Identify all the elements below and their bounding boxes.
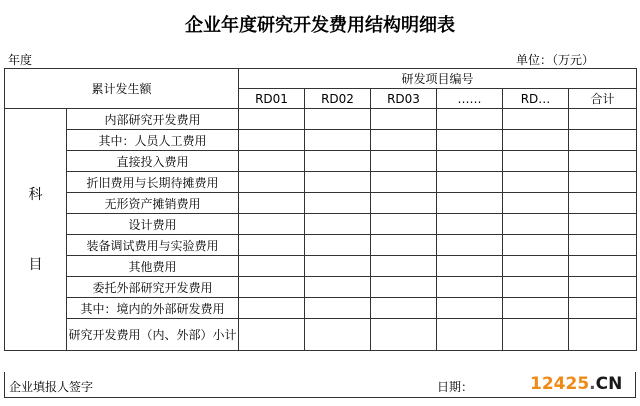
year-row <box>4 48 636 68</box>
data-cell[interactable] <box>305 193 371 214</box>
data-cell[interactable] <box>569 319 637 351</box>
data-cell[interactable] <box>569 235 637 256</box>
data-cell[interactable] <box>503 235 569 256</box>
unit-label: 单位：（万元） <box>516 53 595 67</box>
data-cell[interactable] <box>503 277 569 298</box>
data-cell[interactable] <box>239 151 305 172</box>
data-cell[interactable] <box>503 298 569 319</box>
row-label: 内部研究开发费用 <box>67 109 239 130</box>
row-label: 无形资产摊销费用 <box>67 193 239 214</box>
data-cell[interactable] <box>569 172 637 193</box>
data-cell[interactable] <box>305 151 371 172</box>
date-label: 日期： <box>437 380 474 394</box>
data-cell[interactable] <box>371 151 437 172</box>
data-cell[interactable] <box>239 256 305 277</box>
data-cell[interactable] <box>371 319 437 351</box>
data-cell[interactable] <box>569 298 637 319</box>
data-cell[interactable] <box>239 214 305 235</box>
data-cell[interactable] <box>371 214 437 235</box>
subject-char-ke: 科 <box>28 186 43 203</box>
row-label: 其他费用 <box>67 256 239 277</box>
row-label: 装备调试费用与实验费用 <box>67 235 239 256</box>
signer-label: 企业填报人签字 <box>9 380 94 394</box>
data-cell[interactable] <box>371 172 437 193</box>
data-cell[interactable] <box>569 151 637 172</box>
data-cell[interactable] <box>437 151 503 172</box>
data-cell[interactable] <box>371 193 437 214</box>
data-cell[interactable] <box>239 130 305 151</box>
data-cell[interactable] <box>371 277 437 298</box>
data-cell[interactable] <box>239 193 305 214</box>
data-cell[interactable] <box>305 277 371 298</box>
data-cell[interactable] <box>503 130 569 151</box>
row-label: 其中：境内的外部研发费用 <box>67 298 239 319</box>
data-cell[interactable] <box>239 319 305 351</box>
data-cell[interactable] <box>437 298 503 319</box>
subject-label <box>5 109 67 351</box>
column-header-rd02: RD02 <box>305 89 371 109</box>
watermark-number: 12425 <box>530 374 590 394</box>
data-cell[interactable] <box>569 130 637 151</box>
data-cell[interactable] <box>305 298 371 319</box>
data-cell[interactable] <box>503 172 569 193</box>
site-watermark-logo <box>530 374 622 394</box>
page-title: 企业年度研究开发费用结构明细表 <box>185 15 455 36</box>
data-cell[interactable] <box>305 256 371 277</box>
row-label: 委托外部研究开发费用 <box>67 277 239 298</box>
column-header-ellipsis: …… <box>437 89 503 109</box>
row-label: 折旧费用与长期待摊费用 <box>67 172 239 193</box>
data-cell[interactable] <box>503 193 569 214</box>
expense-table <box>4 68 637 351</box>
data-cell[interactable] <box>503 319 569 351</box>
data-cell[interactable] <box>437 277 503 298</box>
data-cell[interactable] <box>437 214 503 235</box>
data-cell[interactable] <box>239 172 305 193</box>
data-cell[interactable] <box>437 235 503 256</box>
data-cell[interactable] <box>239 298 305 319</box>
row-label: 直接投入费用 <box>67 151 239 172</box>
data-cell[interactable] <box>305 172 371 193</box>
row-label: 其中：人员人工费用 <box>67 130 239 151</box>
data-cell[interactable] <box>503 256 569 277</box>
data-cell[interactable] <box>371 235 437 256</box>
data-cell[interactable] <box>239 277 305 298</box>
data-cell[interactable] <box>305 130 371 151</box>
data-cell[interactable] <box>239 109 305 130</box>
cumulative-header: 累计发生额 <box>5 69 239 109</box>
data-cell[interactable] <box>371 298 437 319</box>
data-cell[interactable] <box>239 235 305 256</box>
project-group-header: 研发项目编号 <box>239 69 637 89</box>
data-cell[interactable] <box>437 109 503 130</box>
subject-char-mu: 目 <box>28 256 43 273</box>
data-cell[interactable] <box>569 214 637 235</box>
data-cell[interactable] <box>437 319 503 351</box>
data-cell[interactable] <box>569 109 637 130</box>
column-header-rd01: RD01 <box>239 89 305 109</box>
column-header-rd-more: RD… <box>503 89 569 109</box>
row-label-subtotal: 研究开发费用（内、外部）小计 <box>67 319 239 351</box>
watermark-suffix: CN <box>595 374 623 394</box>
data-cell[interactable] <box>503 151 569 172</box>
data-cell[interactable] <box>305 319 371 351</box>
data-cell[interactable] <box>437 172 503 193</box>
data-cell[interactable] <box>371 130 437 151</box>
data-cell[interactable] <box>569 193 637 214</box>
data-cell[interactable] <box>569 256 637 277</box>
data-cell[interactable] <box>371 109 437 130</box>
column-header-rd03: RD03 <box>371 89 437 109</box>
year-label: 年度 <box>8 53 33 67</box>
data-cell[interactable] <box>305 214 371 235</box>
data-cell[interactable] <box>437 193 503 214</box>
watermark-dot: . <box>589 374 596 394</box>
data-cell[interactable] <box>371 256 437 277</box>
data-cell[interactable] <box>437 256 503 277</box>
data-cell[interactable] <box>305 109 371 130</box>
data-cell[interactable] <box>503 109 569 130</box>
row-label: 设计费用 <box>67 214 239 235</box>
data-cell[interactable] <box>437 130 503 151</box>
data-cell[interactable] <box>503 214 569 235</box>
column-header-total: 合计 <box>569 89 637 109</box>
data-cell[interactable] <box>305 235 371 256</box>
data-cell[interactable] <box>569 277 637 298</box>
